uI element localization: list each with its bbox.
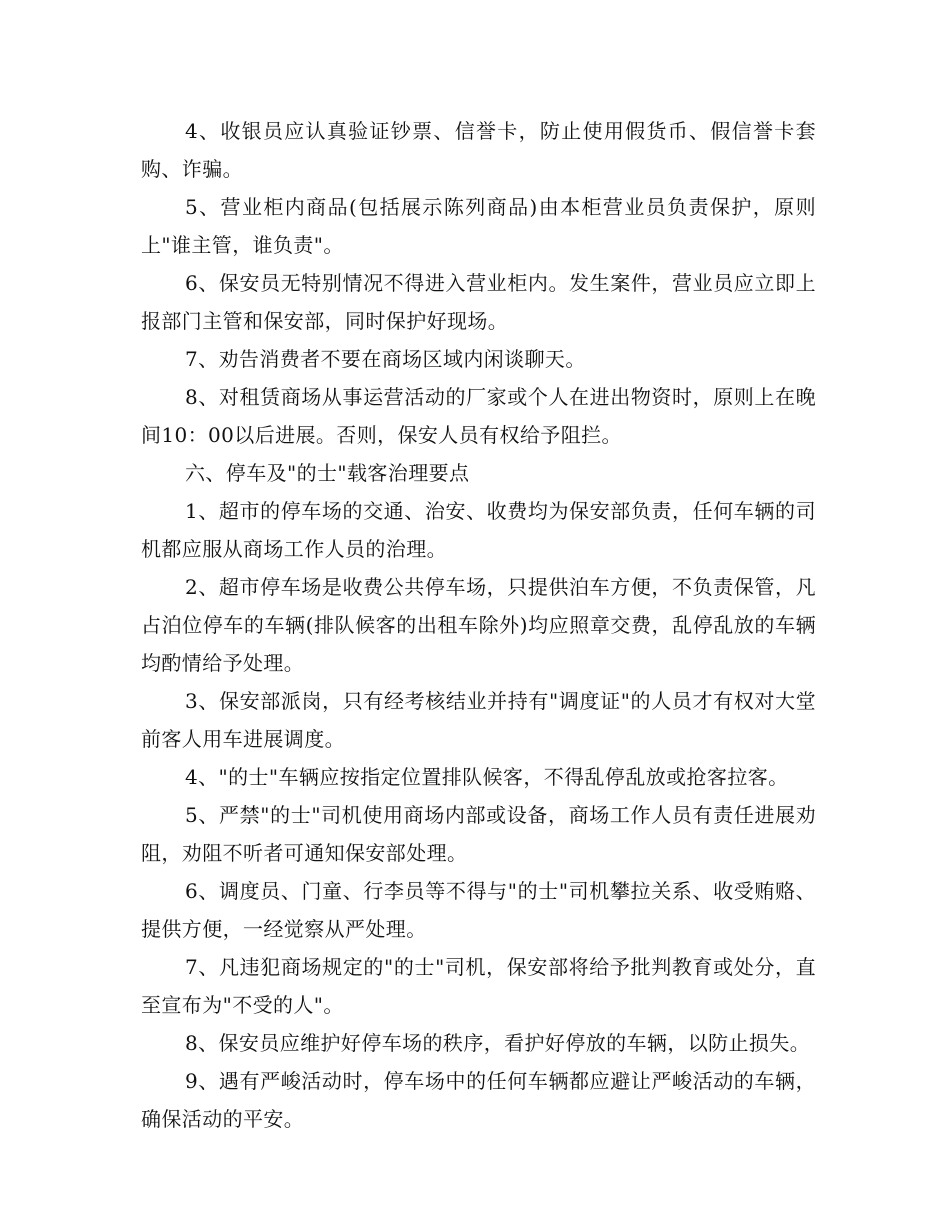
paragraph-goods-transport: 8、对租赁商场从事运营活动的厂家或个人在进出物资时，原则上在晚间10：00以后进展。否则，保安人员有权给予阻拦。 [141, 385, 816, 447]
section-heading-parking: 六、停车及"的士"载客治理要点 [185, 461, 470, 485]
paragraph-major-events: 9、遇有严峻活动时，停车场中的任何车辆都应避让严峻活动的车辆，确保活动的平安。 [141, 1069, 816, 1131]
paragraph-violations: 7、凡违犯商场规定的"的士"司机，保安部将给予批判教育或处分，直至宣布为"不受的人"。 [141, 955, 816, 1017]
paragraph-taxi-facilities: 5、严禁"的士"司机使用商场内部或设备，商场工作人员有责任进展劝阻，劝阻不听者可通知保安部处理。 [141, 803, 816, 865]
paragraph-staff-conduct: 6、调度员、门童、行李员等不得与"的士"司机攀拉关系、收受贿赂、提供方便，一经觉察从严处理。 [141, 879, 816, 941]
paragraph-counter-goods: 5、营业柜内商品(包括展示陈列商品)由本柜营业员负责保护，原则上"谁主管，谁负责"。 [141, 195, 816, 257]
paragraph-parking-management: 1、超市的停车场的交通、治安、收费均为保安部负责，任何车辆的司机都应服从商场工作人员的治理。 [141, 499, 816, 561]
paragraph-security-counter: 6、保安员无特别情况不得进入营业柜内。发生案件，营业员应立即上报部门主管和保安部，同时保护好现场。 [141, 271, 816, 333]
paragraph-parking-order: 8、保安员应维护好停车场的秩序，看护好停放的车辆，以防止损失。 [185, 1031, 811, 1055]
paragraph-customer-advice: 7、劝告消费者不要在商场区域内闲谈聊天。 [185, 347, 586, 371]
paragraph-dispatch: 3、保安部派岗，只有经考核结业并持有"调度证"的人员才有权对大堂前客人用车进展调度。 [141, 689, 816, 751]
paragraph-parking-fees: 2、超市停车场是收费公共停车场，只提供泊车方便，不负责保管，凡占泊位停车的车辆(排队候客的出租车除外)均应照章交费，乱停乱放的车辆均酌情给予处理。 [141, 575, 816, 675]
paragraph-cashier-verification: 4、收银员应认真验证钞票、信誉卡，防止使用假货币、假信誉卡套购、诈骗。 [141, 119, 816, 181]
document-body [141, 112, 816, 1138]
paragraph-taxi-queue: 4、"的士"车辆应按指定位置排队候客，不得乱停乱放或抢客拉客。 [185, 765, 789, 789]
